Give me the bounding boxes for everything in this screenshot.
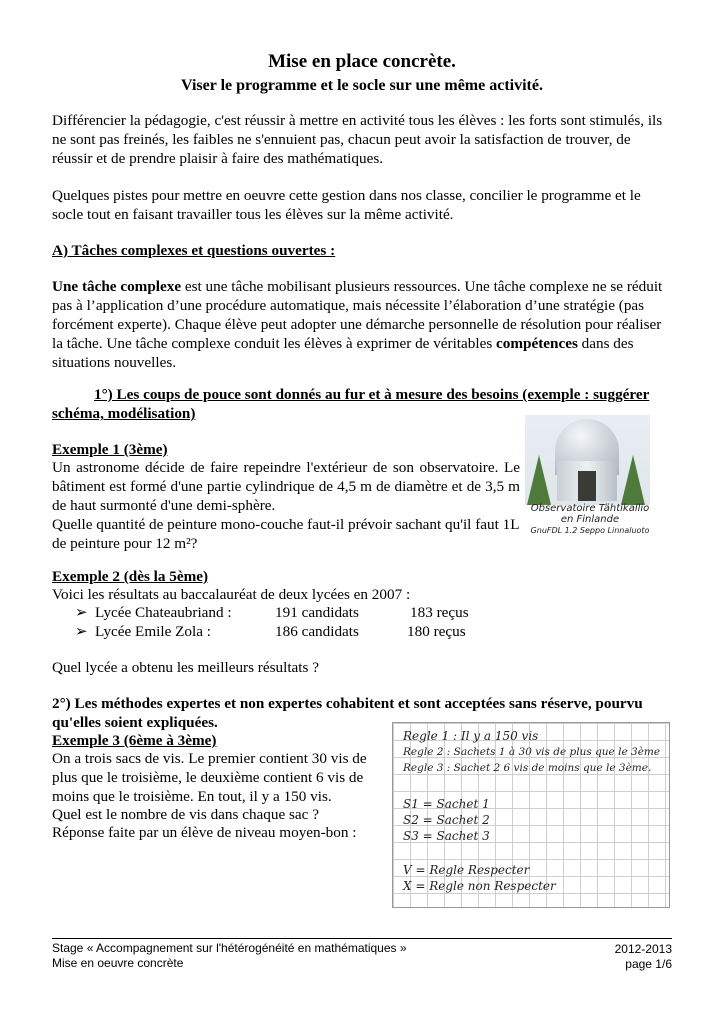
handwritten-line: Regle 3 : Sachet 2 6 vis de moins que le 3ème. <box>403 762 652 774</box>
page-footer <box>52 938 672 971</box>
handwritten-line: Regle 2 : Sachets 1 à 30 vis de plus que le 3ème <box>403 746 661 758</box>
observatory-photo <box>525 415 650 505</box>
complex-task-text: est une tâche mobilisant plusieurs ressources. Une tâche complexe ne se réduit pas à l’application d’une procédure automatique, mais nécessite l’élaboration d’une stratégie (pas forcément experte). Chaque élève peut adopter une démarche personnelle de résolution pour réaliser la tâche. Une tâche complexe conduit les élèves à exprimer de véritables <box>52 278 663 352</box>
example-3-title: Exemple 3 (6ème à 3ème) <box>52 732 217 749</box>
complex-task-paragraph <box>52 277 672 372</box>
candidates-count: 191 candidats <box>275 604 359 621</box>
point-2-heading: 2°) Les méthodes expertes et non expertes cohabitent et sont acceptées sans réserve, pourvu qu'elles soient expliquées. <box>52 695 643 731</box>
footer-year: 2012-2013 <box>614 942 672 956</box>
example-3-question: Quel est le nombre de vis dans chaque sac ? <box>52 806 319 823</box>
page-title: Mise en place concrète. <box>268 51 456 72</box>
example-1-text: Un astronome décide de faire repeindre l'extérieur de son observatoire. Le bâtiment est formé d'une partie cylindrique de 4,5 m de diamètre et de 3,5 m de haut surmonté d'une demi-sphère. <box>52 459 520 514</box>
complex-task-term: Une tâche complexe <box>52 278 182 295</box>
photo-caption-line-1: Observatoire Tähtikallio <box>530 503 650 514</box>
handwritten-line: V = Regle Respecter <box>403 863 530 877</box>
student-handwritten-answer <box>392 722 670 908</box>
example-1-question: Quelle quantité de peinture mono-couche faut-il prévoir sachant qu'il faut 1L de peinture pour 12 m²? <box>52 516 519 552</box>
photo-caption <box>520 503 660 536</box>
handwritten-line: S1 = Sachet 1 <box>403 797 490 811</box>
tree-shape <box>527 455 551 505</box>
arrow-bullet-icon: ➢ <box>75 604 88 621</box>
list-item <box>75 603 469 622</box>
passed-count: 180 reçus <box>407 623 466 640</box>
lycee-name: Lycée Emile Zola : <box>95 623 211 640</box>
footer-subtitle: Mise en oeuvre concrète <box>52 956 184 970</box>
competences-term: compétences <box>496 335 578 352</box>
example-3-answer-label: Réponse faite par un élève de niveau moyen-bon : <box>52 824 357 841</box>
intro-paragraph-1: Différencier la pédagogie, c'est réussir à mettre en activité tous les élèves : les forts sont stimulés, ils ne sont pas freinés, les faibles ne s'ennuient pas, chacun peut avoir la satisfaction de trouver, de réussir et de prendre plaisir à faire des mathématiques. <box>52 112 663 167</box>
footer-page-number: page 1/6 <box>625 957 672 971</box>
lycee-name: Lycée Chateaubriand : <box>95 604 232 621</box>
complex-task-text-end: dans des situations nouvelles. <box>52 335 634 371</box>
candidates-count: 186 candidats <box>275 623 359 640</box>
example-2-question: Quel lycée a obtenu les meilleurs résultats ? <box>52 659 319 676</box>
example-3-text: On a trois sacs de vis. Le premier contient 30 vis de plus que le troisième, le deuxième contient 6 vis de moins que le troisième. En tout, il y a 150 vis. <box>52 750 367 805</box>
point-1-heading: 1°) Les coups de pouce sont donnés au fur et à mesure des besoins (exemple : suggérer schéma, modélisation) <box>52 386 650 422</box>
handwritten-line: S2 = Sachet 2 <box>403 813 490 827</box>
handwritten-line: Regle 1 : Il y a 150 vis <box>403 729 539 743</box>
tree-shape <box>621 455 645 505</box>
handwritten-line: S3 = Sachet 3 <box>403 829 490 843</box>
handwritten-line: X = Regle non Respecter <box>403 879 556 893</box>
arrow-bullet-icon: ➢ <box>75 623 88 640</box>
page-subtitle: Viser le programme et le socle sur une même activité. <box>181 77 543 94</box>
door-shape <box>578 471 596 501</box>
example-2-text: Voici les résultats au baccalauréat de deux lycées en 2007 : <box>52 586 411 603</box>
intro-paragraph-2: Quelques pistes pour mettre en oeuvre cette gestion dans nos classe, concilier le programme et le socle tout en faisant travailler tous les élèves sur la même activité. <box>52 187 641 223</box>
footer-stage-title: Stage « Accompagnement sur l'hétérogénéité en mathématiques » <box>52 941 407 955</box>
photo-caption-line-2: en Finlande <box>560 514 620 525</box>
example-1-title: Exemple 1 (3ème) <box>52 441 168 458</box>
section-a-heading: A) Tâches complexes et questions ouvertes : <box>52 242 336 259</box>
example-2-title: Exemple 2 (dès la 5ème) <box>52 568 209 585</box>
list-item <box>75 622 466 641</box>
photo-credit: GnuFDL 1.2 Seppo Linnaluoto <box>530 526 650 535</box>
passed-count: 183 reçus <box>410 604 469 621</box>
